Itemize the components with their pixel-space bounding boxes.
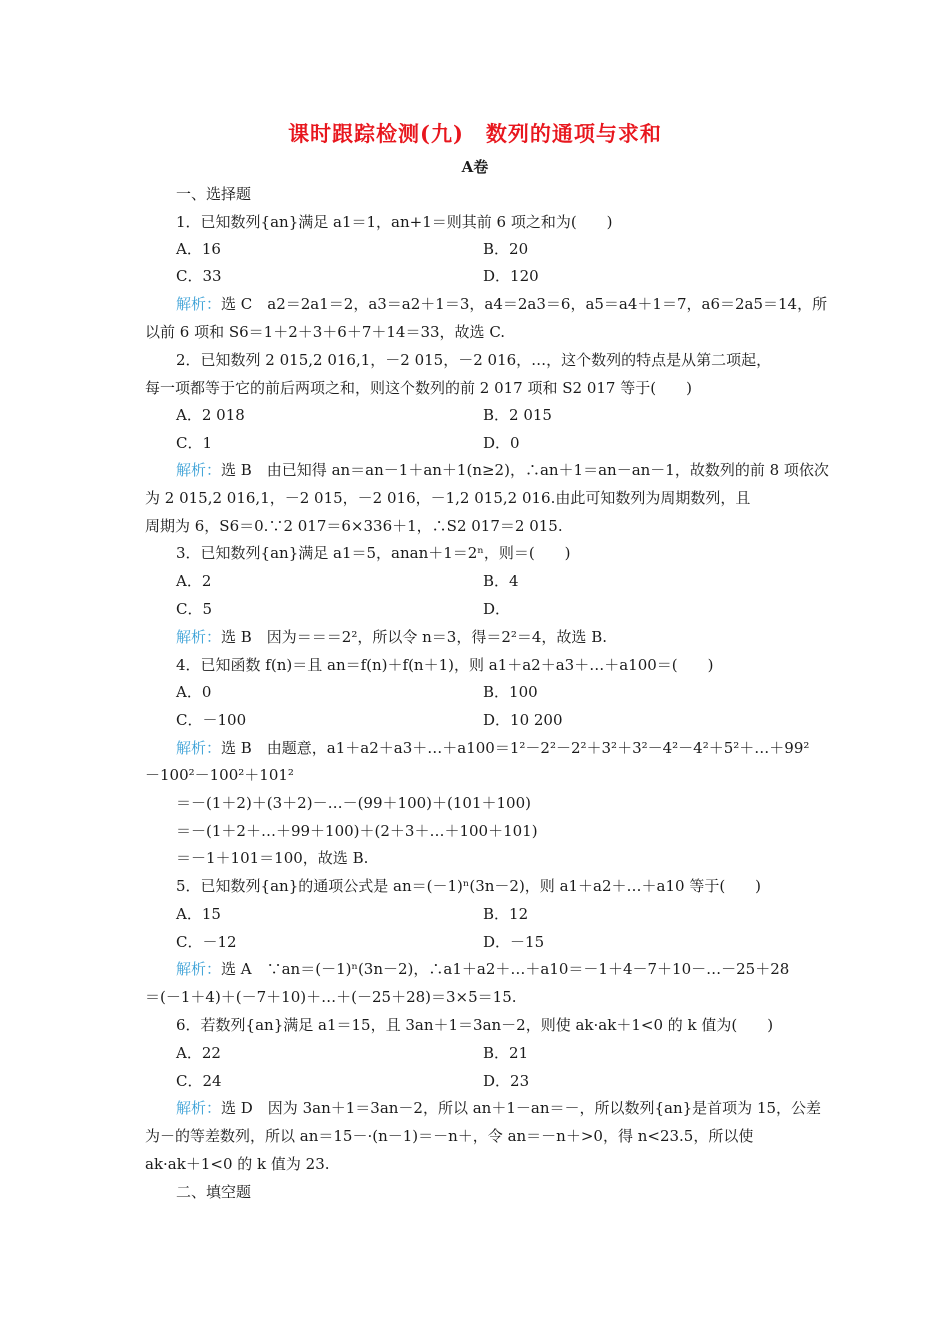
section-heading-fill: 二、填空题 (176, 1183, 252, 1201)
question-5-stem: 5．已知数列{an}的通项公式是 an＝(－1)ⁿ(3n－2)，则 a1＋a2＋…＋a10 等于( ) (176, 877, 762, 895)
question-4-option-a: A．0 (176, 683, 212, 701)
question-5-option-c: C．－12 (176, 933, 237, 951)
solution-text: 选 A ∵an＝(－1)ⁿ(3n－2)，∴a1＋a2＋…＋a10＝－1＋4－7＋10－…－25＋28 (221, 960, 790, 978)
question-4-stem: 4．已知函数 f(n)＝且 an＝f(n)＋f(n＋1)，则 a1＋a2＋a3＋…＋a100＝( ) (176, 656, 714, 674)
question-2-solution-line-2: 为 2 015,2 016,1，－2 015，－2 016，－1,2 015,2 016.由此可知数列为周期数列，且 (145, 489, 751, 507)
question-4-solution-line-3: ＝－(1＋2)＋(3＋2)－…－(99＋100)＋(101＋100) (176, 794, 531, 812)
section-heading-choice: 一、选择题 (176, 185, 252, 203)
question-2-stem-line-2: 每一项都等于它的前后两项之和，则这个数列的前 2 017 项和 S2 017 等于( ) (145, 379, 692, 397)
question-3-stem: 3．已知数列{an}满足 a1＝5，anan＋1＝2ⁿ，则＝( ) (176, 544, 571, 562)
question-1-solution-line-1 (176, 294, 827, 314)
question-2-option-c: C．1 (176, 434, 213, 452)
question-6-solution-line-1 (176, 1098, 821, 1118)
solution-text: 选 B 由题意，a1＋a2＋a3＋…＋a100＝1²－2²－2²＋3²＋3²－4²－4²＋5²＋…＋99² (221, 739, 810, 757)
solution-text: 选 B 由已知得 an＝an－1＋an＋1(n≥2)，∴an＋1＝an－an－1，故数列的前 8 项依次 (221, 461, 829, 479)
question-4-solution-line-4: ＝－(1＋2＋…＋99＋100)＋(2＋3＋…＋100＋101) (176, 822, 538, 840)
question-1-solution-line-2: 以前 6 项和 S6＝1＋2＋3＋6＋7＋14＝33，故选 C. (145, 323, 506, 341)
question-3-option-c: C．5 (176, 600, 213, 618)
analysis-label: 解析： (176, 1099, 222, 1117)
solution-text: 选 C a2＝2a1＝2，a3＝a2＋1＝3，a4＝2a3＝6，a5＝a4＋1＝7，a6＝2a5＝14，所 (221, 295, 828, 313)
question-4-option-b: B．100 (483, 683, 538, 701)
question-5-option-a: A．15 (176, 905, 221, 923)
question-2-solution-line-3: 周期为 6，S6＝0.∵2 017＝6×336＋1，∴S2 017＝2 015. (145, 517, 563, 535)
question-6-option-d: D．23 (483, 1072, 530, 1090)
question-3-option-a: A．2 (176, 572, 212, 590)
question-2-option-a: A．2 018 (176, 406, 245, 424)
question-6-option-a: A．22 (176, 1044, 221, 1062)
question-6-option-b: B．21 (483, 1044, 529, 1062)
question-4-solution-line-5: ＝－1＋101＝100，故选 B. (176, 849, 369, 867)
question-5-solution-line-1 (176, 959, 789, 979)
analysis-label: 解析： (176, 295, 222, 313)
question-4-option-c: C．－100 (176, 711, 247, 729)
analysis-label: 解析： (176, 739, 222, 757)
question-4-solution-line-1 (176, 738, 809, 758)
question-2-solution-line-1 (176, 460, 829, 480)
question-2-stem-line-1: 2．已知数列 2 015,2 016,1，－2 015，－2 016，…，这个数列的特点是从第二项起， (176, 351, 772, 369)
question-6-solution-line-2: 为－的等差数列，所以 an＝15－·(n－1)＝－n＋，令 an＝－n＋>0，得 n<23.5，所以使 (145, 1127, 754, 1145)
question-4-solution-line-2: －100²－100²＋101² (145, 766, 294, 784)
question-6-solution-line-3: ak·ak＋1<0 的 k 值为 23. (145, 1155, 330, 1173)
page-title: 课时跟踪检测(九) 数列的通项与求和 (288, 121, 662, 146)
page-subtitle: A卷 (461, 158, 489, 176)
solution-text: 选 D 因为 3an＋1＝3an－2，所以 an＋1－an＝－，所以数列{an}是首项为 15，公差 (221, 1099, 822, 1117)
question-5-option-d: D．－15 (483, 933, 545, 951)
analysis-label: 解析： (176, 461, 222, 479)
question-3-option-b: B．4 (483, 572, 519, 590)
question-6-option-c: C．24 (176, 1072, 222, 1090)
analysis-label: 解析： (176, 628, 222, 646)
question-1-stem: 1．已知数列{an}满足 a1＝1，an+1＝则其前 6 项之和为( ) (176, 213, 613, 231)
question-1-option-d: D．120 (483, 267, 539, 285)
question-2-option-b: B．2 015 (483, 406, 552, 424)
question-1-option-c: C．33 (176, 267, 222, 285)
question-6-stem: 6．若数列{an}满足 a1＝15，且 3an＋1＝3an－2，则使 ak·ak＋1<0 的 k 值为( ) (176, 1016, 774, 1034)
question-1-option-a: A．16 (176, 240, 221, 258)
question-5-option-b: B．12 (483, 905, 529, 923)
question-2-option-d: D．0 (483, 434, 520, 452)
question-4-option-d: D．10 200 (483, 711, 563, 729)
question-3-solution-line-1 (176, 627, 607, 647)
analysis-label: 解析： (176, 960, 222, 978)
question-3-option-d: D． (483, 600, 511, 618)
question-1-option-b: B．20 (483, 240, 529, 258)
solution-text: 选 B 因为＝＝＝2²，所以令 n＝3，得＝2²＝4，故选 B. (221, 628, 607, 646)
question-5-solution-line-2: ＝(－1＋4)＋(－7＋10)＋…＋(－25＋28)＝3×5＝15. (145, 988, 517, 1006)
